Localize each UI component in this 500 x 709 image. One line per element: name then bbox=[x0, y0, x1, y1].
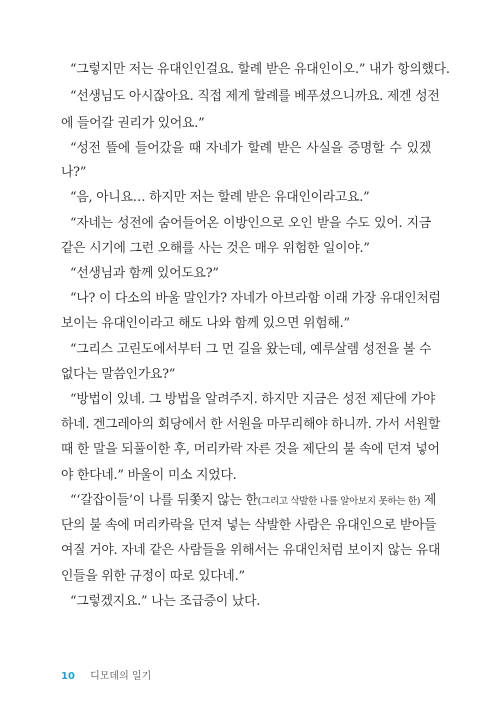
text-line: “방법이 있네. 그 방법을 알려주지. 하지만 지금은 성전 제단에 가야 bbox=[70, 392, 436, 407]
text-line: 없다는 말씀인가요?” bbox=[61, 367, 176, 382]
text-line: 나?” bbox=[61, 165, 87, 180]
text-line: 인들을 위한 규정이 따로 있다네.” bbox=[61, 569, 245, 584]
text-line: “그렇지만 저는 유대인인걸요. 할례 받은 유대인이오.” 내가 항의했다. bbox=[70, 62, 450, 77]
page-number: 10 bbox=[61, 671, 75, 682]
text-line: “음, 아니요… 하지만 저는 할례 받은 유대인이라고요.” bbox=[70, 190, 370, 205]
text-line: “선생님과 함께 있어도요?” bbox=[70, 266, 219, 281]
text-line: 때 한 말을 되풀이한 후, 머리카락 자른 것을 제단의 불 속에 던져 넣어 bbox=[61, 442, 440, 457]
text-line: “선생님도 아시잖아요. 직접 제게 할례를 베푸셨으니까요. 제겐 성전 bbox=[70, 89, 440, 104]
text-line: 보이는 유대인이라고 해도 나와 함께 있으면 위험해.” bbox=[61, 316, 350, 331]
text-line: “그리스 고린도에서부터 그 먼 길을 왔는데, 예루살렘 성전을 볼 수 bbox=[70, 342, 432, 357]
text-line: 여질 거야. 자네 같은 사람들을 위해서는 유대인처럼 보이지 않는 유대 bbox=[61, 543, 441, 558]
parenthetical-note: (그리고 삭발한 나를 알아보지 못하는 한) bbox=[257, 496, 421, 507]
text-segment: “‘갈잡이들’이 나를 뒤쫓지 않는 한 bbox=[70, 493, 258, 508]
text-line: 같은 시기에 그런 오해를 사는 것은 매우 위험한 일이야.” bbox=[61, 241, 370, 256]
running-title: 디모데의 일기 bbox=[90, 671, 152, 682]
text-line: “나? 이 다소의 바울 말인가? 자네가 아브라함 이래 가장 유대인처럼 bbox=[70, 291, 441, 306]
text-segment: 제 bbox=[420, 493, 437, 508]
text-line: “자네는 성전에 숨어들어온 이방인으로 오인 받을 수도 있어. 지금 bbox=[70, 216, 431, 231]
text-line: 하네. 겐그레아의 회당에서 한 서원을 마무리해야 하니까. 가서 서원할 bbox=[61, 417, 441, 432]
page-footer bbox=[61, 667, 151, 682]
text-line: “성전 뜰에 들어갔을 때 자네가 할례 받은 사실을 증명할 수 있겠 bbox=[70, 141, 431, 156]
text-line: 야 한다네.” 바울이 미소 지었다. bbox=[61, 468, 237, 483]
text-line-mixed bbox=[70, 492, 437, 510]
text-line: 단의 불 속에 머리카락을 던져 넣는 삭발한 사람은 유대인으로 받아들 bbox=[61, 518, 437, 533]
text-line: 에 들어갈 권리가 있어요.” bbox=[61, 116, 205, 131]
text-line: “그렇겠지요.” 나는 조급증이 났다. bbox=[70, 594, 261, 609]
